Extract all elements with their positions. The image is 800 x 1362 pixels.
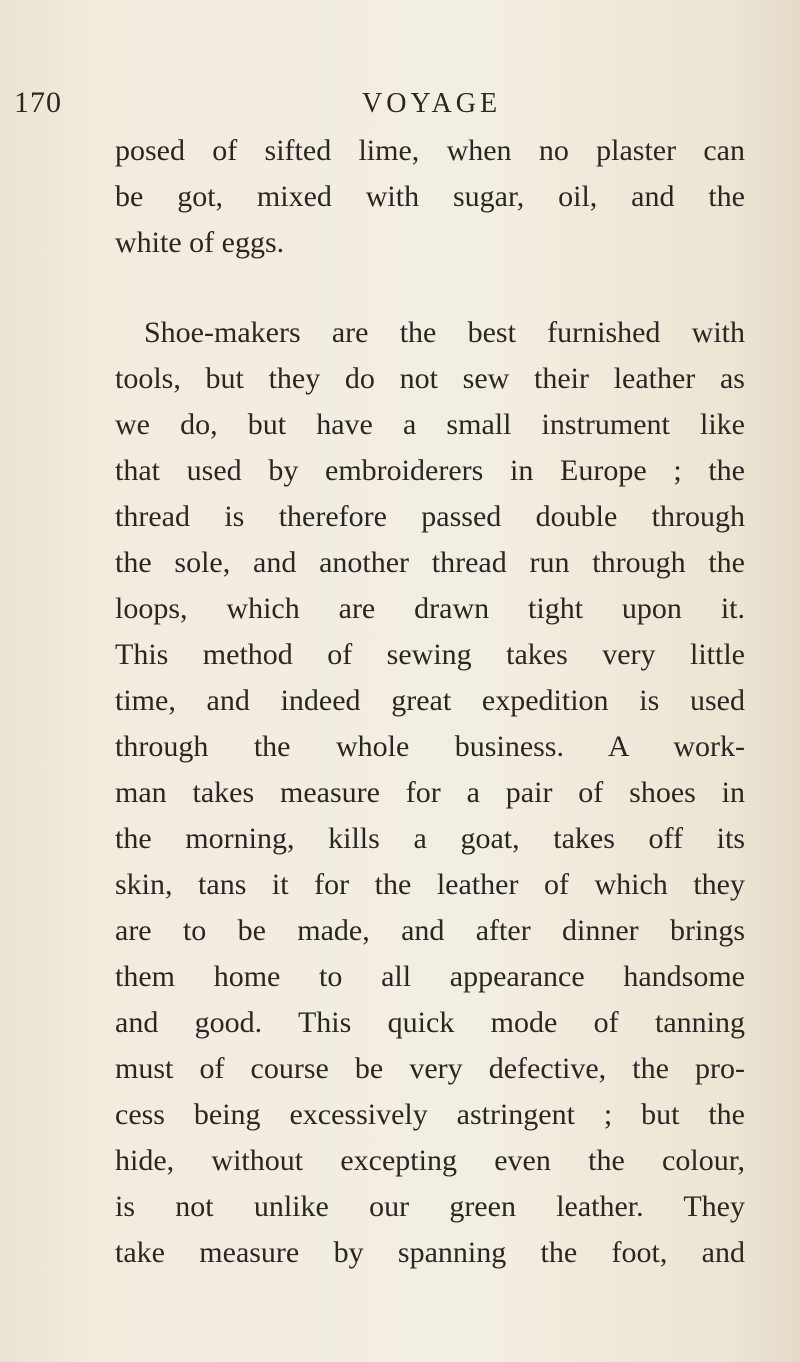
text-line: must of course be very defective, the pro- [115,1052,745,1085]
text-line: the morning, kills a goat, takes off its [115,822,745,855]
text-line: be got, mixed with sugar, oil, and the [115,180,745,213]
text-line: time, and indeed great expedition is used [115,684,745,717]
text-line: them home to all appearance handsome [115,960,745,993]
text-line: that used by embroiderers in Europe ; the [115,454,745,487]
running-head: VOYAGE [362,88,502,119]
text-line: man takes measure for a pair of shoes in [115,776,745,809]
paragraph-1 [115,128,745,266]
text-line: we do, but have a small instrument like [115,408,745,441]
text-line: loops, which are drawn tight upon it. [115,592,745,625]
text-line: through the whole business. A work- [115,730,745,763]
text-line: tools, but they do not sew their leather as [115,362,745,395]
text-line: skin, tans it for the leather of which they [115,868,745,901]
text-line: white of eggs. [115,226,285,259]
text-line: hide, without excepting even the colour, [115,1144,745,1177]
text-line: Shoe-makers are the best furnished with [144,316,745,349]
body-text [115,128,745,1276]
text-line: the sole, and another thread run through the [115,546,745,579]
paragraph-gap [115,266,745,310]
text-line: thread is therefore passed double through [115,500,745,533]
text-line: take measure by spanning the foot, and [115,1236,745,1269]
text-line: and good. This quick mode of tanning [115,1006,745,1039]
text-line: cess being excessively astringent ; but the [115,1098,745,1131]
text-line: are to be made, and after dinner brings [115,914,745,947]
page-number: 170 [14,86,62,119]
paragraph-2 [115,310,745,1276]
text-line: This method of sewing takes very little [115,638,745,671]
text-line: posed of sifted lime, when no plaster can [115,134,745,167]
text-line: is not unlike our green leather. They [115,1190,745,1223]
